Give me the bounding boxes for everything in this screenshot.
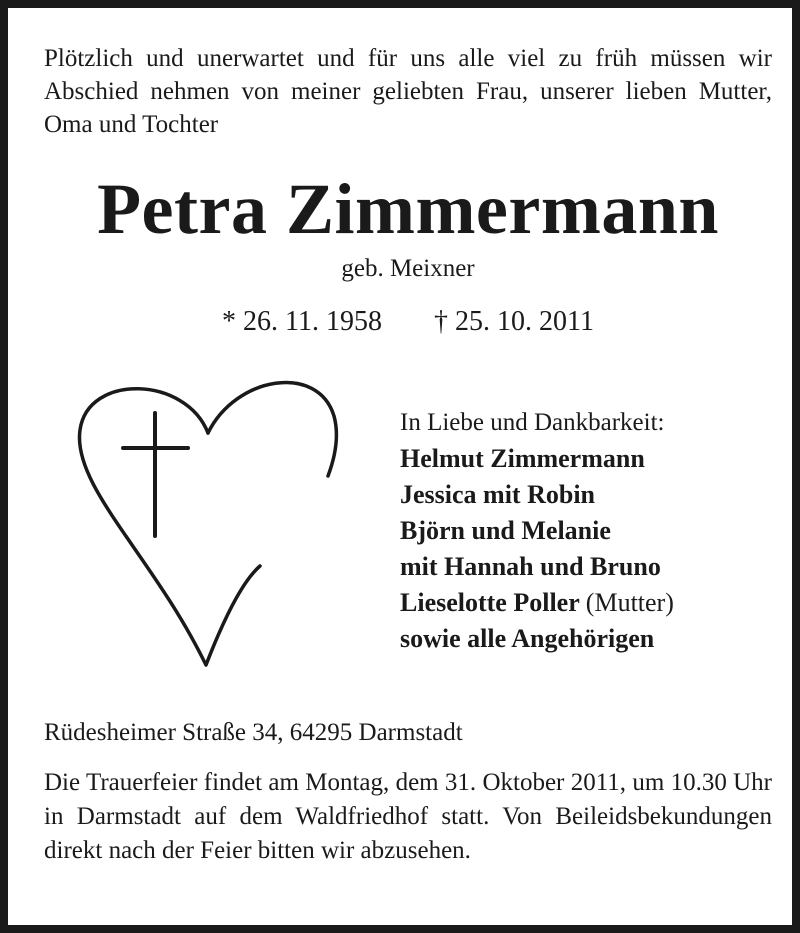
mourners-lead: In Liebe und Dankbarkeit: (400, 409, 665, 436)
intro-text: Plötzlich und unerwartet und für uns alle viel zu früh müssen wir Abschied nehmen von meiner geliebten Frau, unserer lieben Mutter, Oma und Tochter (44, 45, 772, 138)
mourner-name: Helmut Zimmermann (400, 444, 645, 473)
maiden-name: geb. Meixner (341, 255, 475, 282)
mother-name: Lieselotte Poller (400, 588, 580, 617)
death-date: † 25. 10. 2011 (434, 306, 594, 337)
mourner-mother (400, 585, 780, 621)
birth-date: * 26. 11. 1958 (222, 306, 382, 337)
life-dates (8, 304, 800, 340)
mourner-name: mit Hannah und Bruno (400, 552, 661, 581)
deceased-name: Petra Zimmermann (97, 169, 719, 249)
mourners-block (400, 405, 780, 657)
mother-note: (Mutter) (585, 588, 674, 617)
mourners-closing: sowie alle Angehörigen (400, 624, 655, 653)
heart-right-lobe (208, 382, 336, 476)
mourner-name: Jessica mit Robin (400, 480, 595, 509)
address-line: Rüdesheimer Straße 34, 64295 Darmstadt (44, 719, 463, 746)
heart-outline (79, 389, 260, 665)
mourner-name: Björn und Melanie (400, 516, 611, 545)
mourners-list (400, 441, 780, 657)
funeral-notice: Die Trauerfeier findet am Montag, dem 31. Oktober 2011, um 10.30 Uhr in Darmstadt auf dem Waldfriedhof statt. Von Beileidsbekundungen direkt nach der Feier bitten wir abzusehen. (44, 769, 772, 864)
heart-with-cross-icon (68, 368, 348, 688)
